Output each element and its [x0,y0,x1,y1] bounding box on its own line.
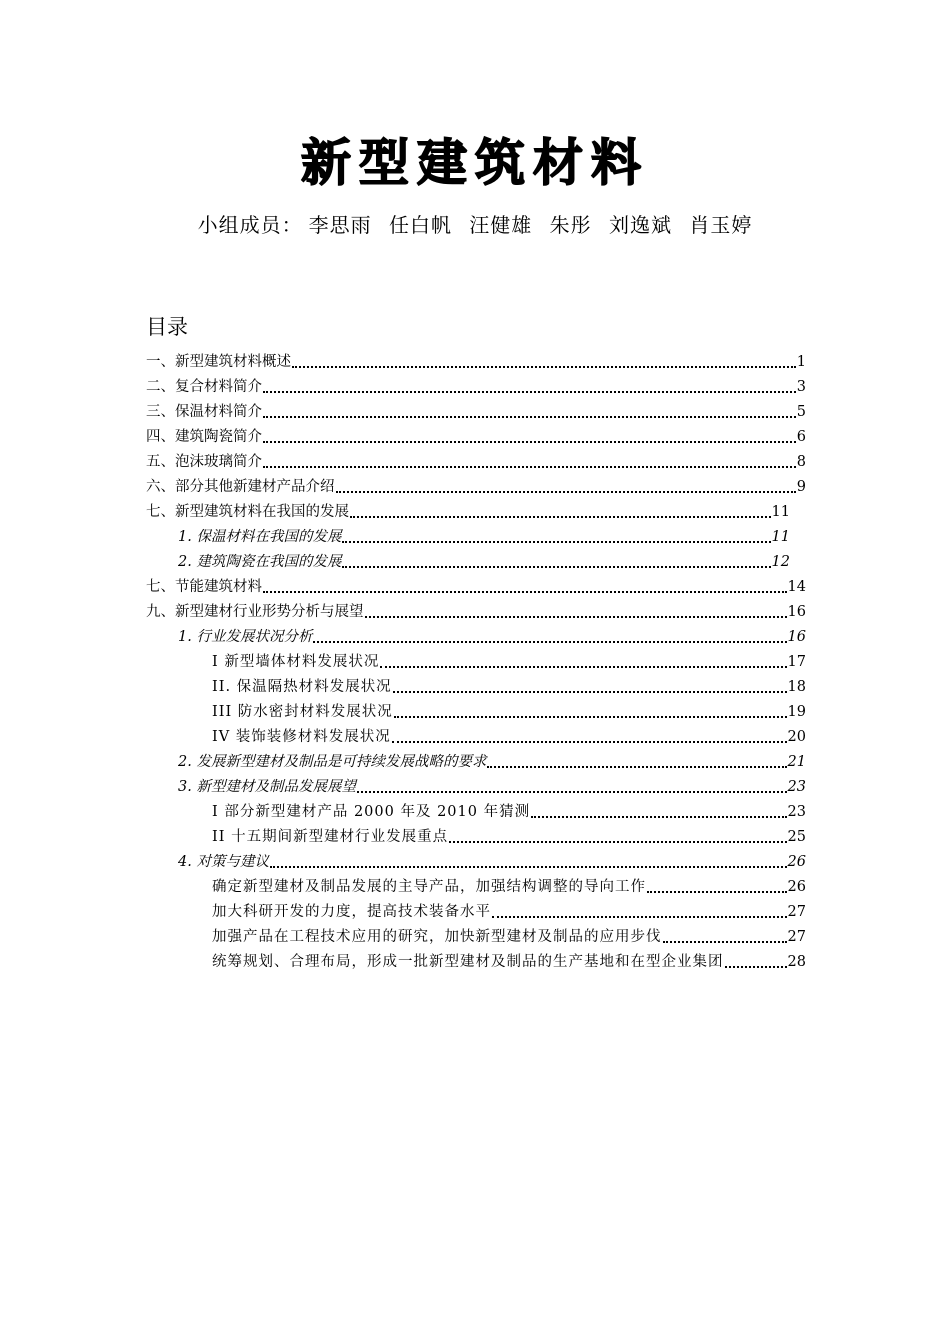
toc-entry[interactable] [146,475,806,497]
toc-entry-label: 加强产品在工程技术应用的研究，加快新型建材及制品的应用步伐 [212,929,662,945]
toc-entry-label: 九、新型建材行业形势分析与展望 [146,604,364,620]
toc-entry-label: 1. 保温材料在我国的发展 [178,529,342,545]
toc-entry[interactable] [146,400,806,422]
toc-leader [263,441,796,443]
toc-entry-label: 1. 行业发展状况分析 [178,629,313,645]
toc-entry[interactable] [146,500,790,522]
members-label: 小组成员： [197,213,303,237]
toc-entry-page: 28 [787,954,806,970]
toc-leader [449,841,786,843]
toc-entry-page: 9 [796,479,806,495]
toc-entry[interactable] [212,875,806,897]
toc-entry[interactable] [212,950,806,972]
toc-entry-label: II 十五期间新型建材行业发展重点 [212,829,449,845]
toc-entry[interactable] [212,900,806,922]
toc-leader [392,741,787,743]
toc-entry-label: 2. 发展新型建材及制品是可持续发展战略的要求 [178,754,487,770]
toc-entry[interactable] [178,525,790,547]
toc-leader [492,916,787,918]
toc-entry[interactable] [146,375,806,397]
toc-entry-label: 七、新型建筑材料在我国的发展 [146,504,349,520]
toc-entry[interactable] [212,725,806,747]
toc-entry-page: 1 [796,354,806,370]
toc-leader [647,891,787,893]
toc-entry-page: 20 [787,729,806,745]
toc-entry-page: 16 [787,629,806,645]
toc-entry-label: I 部分新型建材产品 2000 年及 2010 年猜测 [212,804,531,820]
toc-entry-page: 26 [787,854,806,870]
toc-entry-label: IV 装饰装修材料发展状况 [212,729,391,745]
toc-entry-page: 8 [796,454,806,470]
toc-entry-page: 11 [771,529,790,545]
toc-leader [336,491,796,493]
toc-entry-label: III 防水密封材料发展状况 [212,704,393,720]
toc-leader [270,866,787,868]
toc-entry-page: 23 [787,804,806,820]
toc-entry[interactable] [146,575,806,597]
toc-entry-page: 26 [787,879,806,895]
toc-entry-page: 17 [787,654,806,670]
toc-leader [292,366,796,368]
toc-entry-page: 23 [787,779,806,795]
toc-leader [350,516,771,518]
toc-entry[interactable] [146,450,806,472]
toc-entry[interactable] [178,550,790,572]
toc-entry-label: 四、建筑陶瓷简介 [146,429,262,445]
toc-heading: 目录 [146,315,188,339]
toc-entry[interactable] [146,425,806,447]
toc-entry-label: I 新型墙体材料发展状况 [212,654,380,670]
toc-entry-page: 27 [787,929,806,945]
toc-entry[interactable] [146,600,806,622]
toc-leader [394,716,787,718]
toc-entry-page: 11 [771,504,790,520]
toc-entry-page: 18 [787,679,806,695]
toc-entry-label: 二、复合材料简介 [146,379,262,395]
toc-entry[interactable] [178,850,806,872]
toc-entry-label: 4. 对策与建议 [178,854,269,870]
document-title: 新型建筑材料 [301,134,649,192]
members-names: 李思雨 任白帆 汪健雄 朱彤 刘逸斌 肖玉婷 [308,213,753,237]
toc-entry[interactable] [178,750,806,772]
toc-entry-page: 12 [771,554,790,570]
toc-entry-label: 2. 建筑陶瓷在我国的发展 [178,554,342,570]
toc-entry-page: 16 [787,604,806,620]
toc-leader [380,666,786,668]
toc-leader [487,766,786,768]
toc-entry[interactable] [178,775,806,797]
toc-leader [263,391,796,393]
toc-entry[interactable] [212,825,806,847]
toc-leader [263,591,787,593]
toc-entry-page: 5 [796,404,806,420]
toc-leader [725,966,787,968]
toc-entry-label: 五、泡沫玻璃简介 [146,454,262,470]
toc-entry[interactable] [212,700,806,722]
toc-entry-label: 一、新型建筑材料概述 [146,354,291,370]
toc-leader [313,641,786,643]
toc-leader [365,616,787,618]
toc-entry-label: II. 保温隔热材料发展状况 [212,679,392,695]
toc-leader [263,416,796,418]
toc-entry[interactable] [212,675,806,697]
toc-leader [663,941,787,943]
toc-entry-label: 三、保温材料简介 [146,404,262,420]
toc-entry-page: 3 [796,379,806,395]
toc-entry-page: 19 [787,704,806,720]
toc-leader [357,791,787,793]
toc-leader [531,816,786,818]
toc-entry-label: 3. 新型建材及制品发展展望 [178,779,356,795]
toc-entry[interactable] [212,800,806,822]
toc-entry-page: 27 [787,904,806,920]
toc-leader [263,466,796,468]
toc-entry-page: 21 [787,754,806,770]
toc-entry-label: 确定新型建材及制品发展的主导产品，加强结构调整的导向工作 [212,879,646,895]
toc-entry-label: 六、部分其他新建材产品介绍 [146,479,335,495]
toc-entry[interactable] [146,350,806,372]
toc-entry[interactable] [178,625,806,647]
toc-entry[interactable] [212,650,806,672]
toc-leader [342,541,770,543]
toc-entry-page: 25 [787,829,806,845]
toc-entry-label: 七、节能建筑材料 [146,579,262,595]
toc-entry-page: 14 [787,579,806,595]
toc-leader [342,566,770,568]
toc-entry-label: 加大科研开发的力度，提高技术装备水平 [212,904,491,920]
group-members [0,210,950,240]
toc-entry[interactable] [212,925,806,947]
toc-entry-label: 统筹规划、合理布局，形成一批新型建材及制品的生产基地和在型企业集团 [212,954,724,970]
toc-leader [393,691,787,693]
toc-entry-page: 6 [796,429,806,445]
